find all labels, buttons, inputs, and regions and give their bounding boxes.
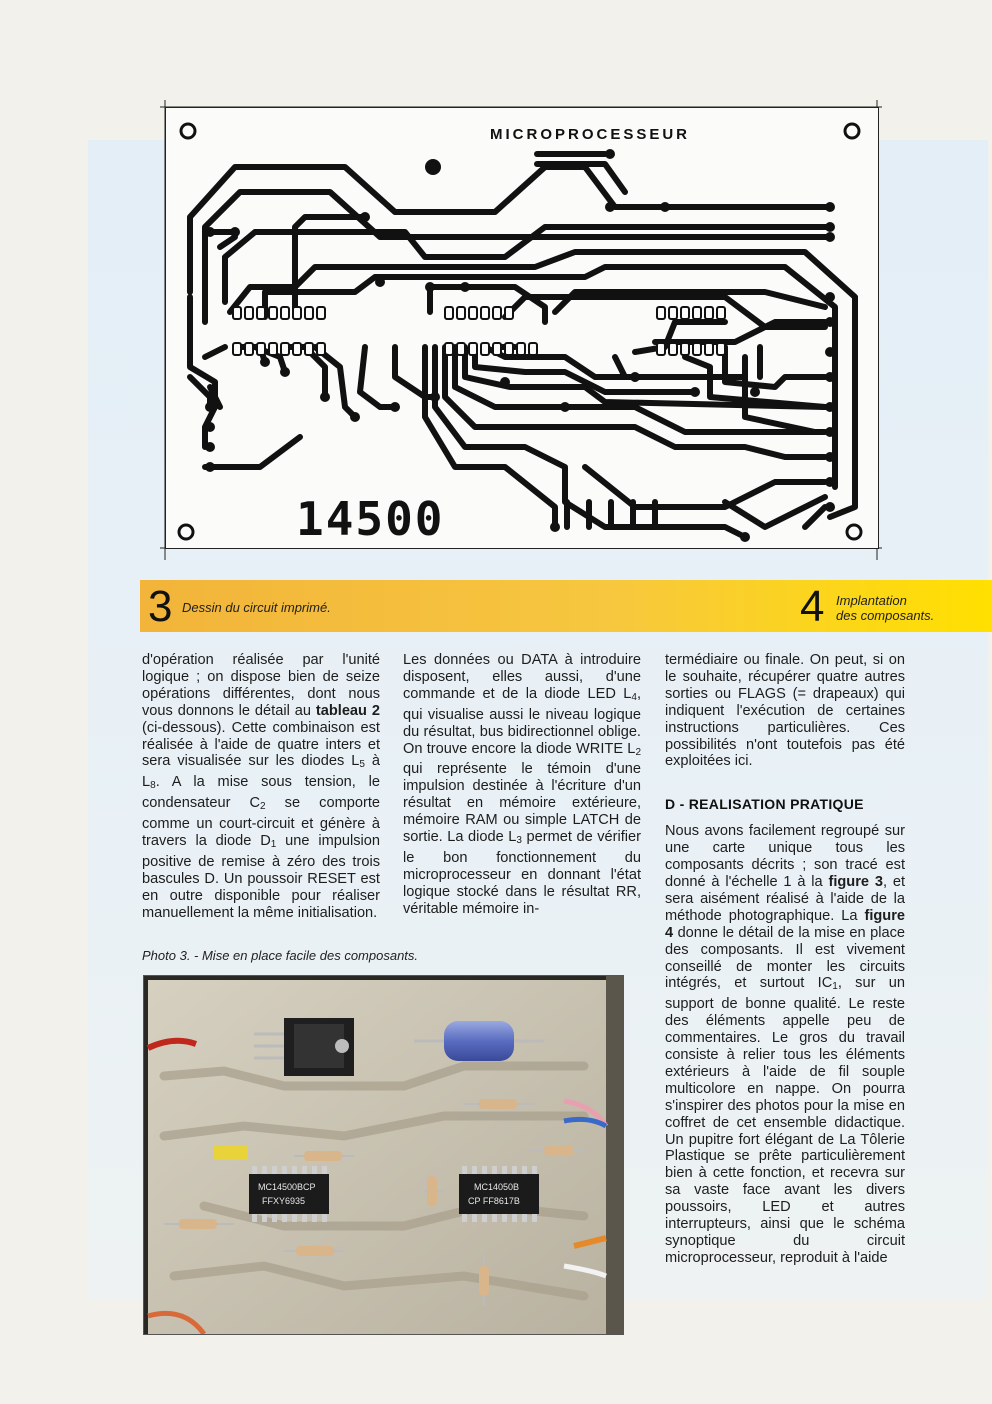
col1-text-e: se comporte comme un court-circuit et génère à travers la diode D	[142, 795, 380, 850]
col2-text-c: qui représente le témoin d'une impulsion destinée à l'écriture d'un résultat en mémoire extérieure, mémoire RAM ou simple LATCH de sortie. La diode L	[403, 761, 641, 846]
col1-text-c: à L	[142, 753, 381, 791]
col3-figure4-ref: figure 4	[665, 907, 905, 941]
text-column-2	[403, 652, 641, 918]
col2-sub-c: 3	[516, 835, 522, 847]
col1-text-b: (ci-dessous). Cette combinaison est réalisée à l'aide de quatre inters et sera visualisée sur les diodes L	[142, 719, 380, 770]
column-3-paragraph-2	[665, 823, 905, 1267]
figure-4-caption	[836, 593, 934, 623]
col3-text-d: , sur un support de bonne qualité. Le reste des éléments appelle peu de commentaires. Le gros du travail consiste à relier tous les éléments extérieurs à l'aide de fil souple multicolore en nappe. On pourra s'inspirer des photos pour la mise en coffret de cet ensemble didactique. Un pupitre fort élégant de La Tôlerie Plastique se prête particulièrement bien à cette fonction, et recevra sur sa vaste face avant les divers poussoirs, LED et autres interrupteurs, ainsi que le schéma synoptique du circuit microprocesseur, reproduit à l'aide	[665, 975, 905, 1266]
col2-text-a: Les données ou DATA à introduire disposent, elles aussi, d'une commande et de la diode LED L	[403, 652, 641, 702]
col1-text-f: une impulsion positive de remise à zéro des trois bascules D. Un poussoir RESET est en outre disponible pour réaliser manuellement la même initialisation.	[142, 833, 380, 921]
figure-4-number: 4	[800, 582, 825, 631]
col1-sub-a: 5	[359, 759, 365, 771]
ic1-marking-line2: FFXY6935	[262, 1196, 306, 1206]
figure-4-caption-line2: des composants.	[836, 608, 935, 623]
column-1-paragraph	[142, 652, 380, 922]
col2-text-d: permet de vérifier le bon fonctionnement du microprocesseur en donnant l'état logique stocké dans le résultat RR, véritable mémoire in-	[403, 829, 642, 917]
pcb-title: MICROPROCESSEUR	[490, 126, 691, 143]
col3-text-b: , et sera aisément réalisé à l'aide de la méthode photographique. La	[665, 873, 905, 924]
col3-text-a: Nous avons facilement regroupé sur une carte unique tous les composants décrits ; son tracé est donné à l'échelle 1 à la	[665, 823, 905, 890]
figure-3-number: 3	[148, 582, 173, 631]
col1-sub-d: 1	[270, 839, 277, 851]
pcb-traces	[165, 107, 877, 547]
col1-table-ref: tableau 2	[315, 702, 380, 719]
column-2-paragraph	[403, 652, 641, 918]
col1-sub-c: 2	[260, 801, 266, 813]
photo-caption: Photo 3. - Mise en place facile des composants.	[142, 948, 419, 963]
col1-sub-b: 8	[150, 780, 156, 792]
column-3-paragraph-1: termédiaire ou finale. On peut, si on le souhaite, récupérer quatre autres sorties ou FLAGS (= drapeaux) qui indiquent l'exécution de certaines instructions particulières. Ces possibilités n'ont toutefois pas été exploitées ici.	[665, 652, 905, 770]
ic1-marking-line1: MC14500BCP	[258, 1182, 316, 1192]
ic2-marking-line1: MC14050B	[474, 1182, 520, 1192]
col2-sub-a: 4	[631, 691, 637, 703]
col1-text-d: . A la mise sous tension, le condensateur C	[142, 774, 380, 812]
ic2-marking-line2: CP FF8617B	[468, 1196, 520, 1206]
pcb-part-number: 14500	[296, 492, 445, 546]
col3-figure3-ref: figure 3	[828, 873, 883, 890]
col2-text-b: , qui visualise aussi le niveau logique du résultat, bus bidirectionnel oblige. On trouve encore la diode WRITE L	[403, 685, 641, 757]
col1-text-a: d'opération réalisée par l'unité logique ; on dispose bien de seize opérations différentes, dont nous vous donnons le détail au	[142, 652, 380, 719]
section-heading: D - REALISATION PRATIQUE	[665, 796, 864, 813]
col3-sub-a: 1	[832, 981, 838, 993]
text-column-1	[142, 652, 380, 922]
col3-text-c: donne le détail de la mise en place des composants. Il est vivement conseillé de monter les circuits intégrés, et surtout IC	[665, 924, 905, 992]
component-photo	[143, 975, 624, 1335]
figure-4-caption-line1: Implantation	[836, 593, 907, 608]
col2-sub-b: 2	[635, 746, 641, 758]
text-column-3	[665, 652, 905, 1267]
figure-3-caption: Dessin du circuit imprimé.	[182, 600, 331, 615]
